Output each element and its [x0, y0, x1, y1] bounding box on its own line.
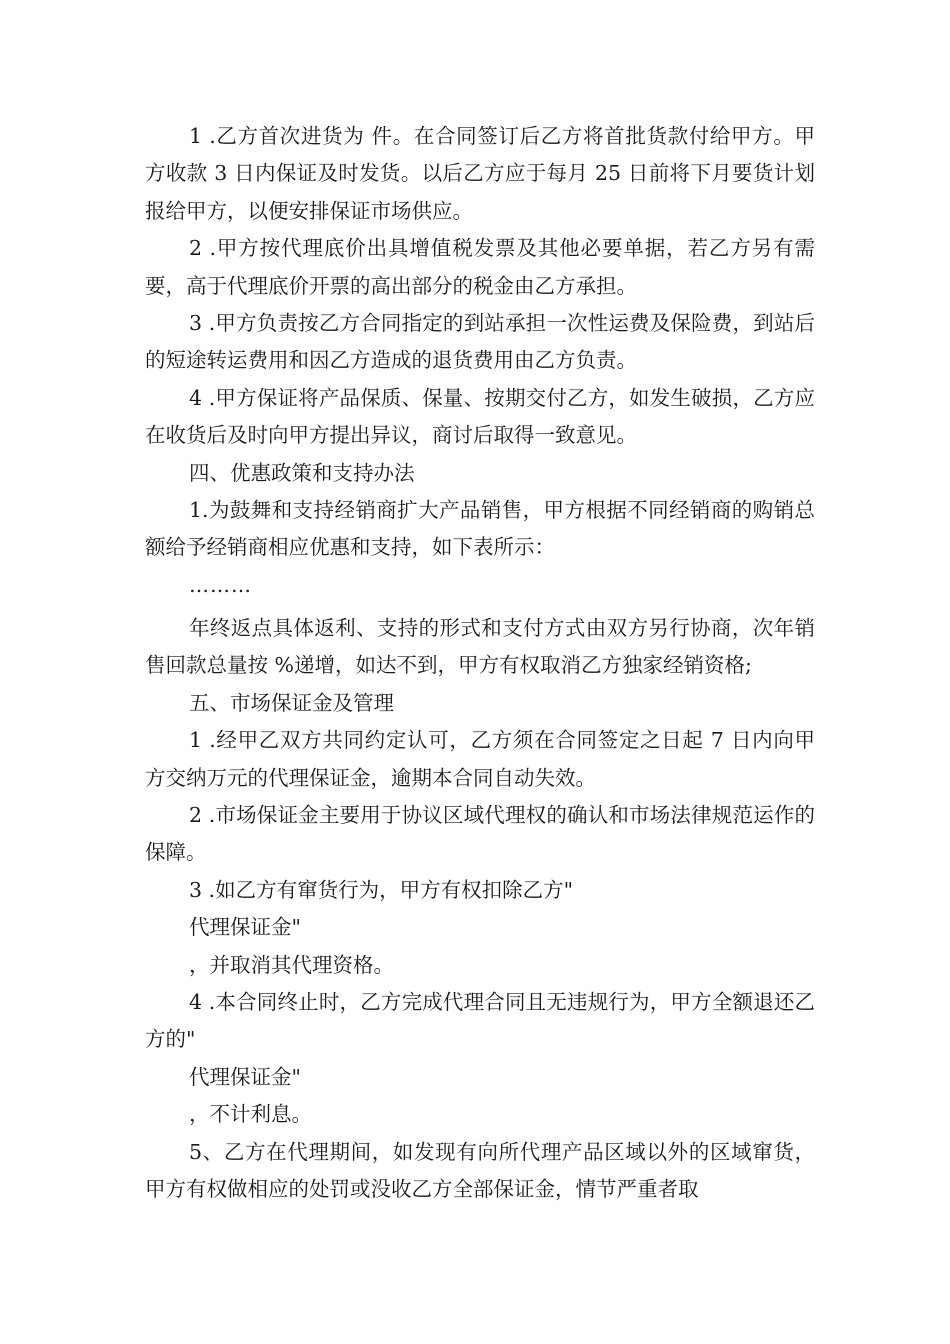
clause-1-first-order: 1 .乙方首次进货为 件。在合同签订后乙方将首批货款付给甲方。甲方收款 3 日内保证及时发货。以后乙方应于每月 25 日前将下月要货计划报给甲方，以便安排保证市场供应。 [145, 124, 815, 223]
clause-4-quality: 4 .甲方保证将产品保质、保量、按期交付乙方，如发生破损，乙方应在收货后及时向甲方提出异议，商讨后取得一致意见。 [145, 385, 815, 448]
year-end-rebate: 年终返点具体返利、支持的形式和支付方式由双方另行协商，次年销售回款总量按 %递增，如达不到，甲方有权取消乙方独家经销资格; [145, 615, 815, 678]
document-page [145, 118, 815, 1208]
section-5-clause-3: 3 .如乙方有窜货行为，甲方有权扣除乙方" [189, 877, 574, 902]
section-4-clause-1: 1.为鼓舞和支持经销商扩大产品销售，甲方根据不同经销商的购销总额给予经销商相应优惠和支持，如下表所示： [145, 498, 815, 560]
section-5-clause-2: 2 .市场保证金主要用于协议区域代理权的确认和市场法律规范运作的保障。 [145, 802, 815, 865]
section-heading-4: 四、优惠政策和支持办法 [189, 460, 415, 485]
clause-2-invoice: 2 .甲方按代理底价出具增值税发票及其他必要单据，若乙方另有需要，高于代理底价开票的高出部分的税金由乙方承担。 [145, 236, 815, 298]
section-5-clause-1: 1 .经甲乙双方共同约定认可，乙方须在合同签定之日起 7 日内向甲方交纳万元的代理保证金，逾期本合同自动失效。 [145, 728, 815, 790]
section-heading-5: 五、市场保证金及管理 [189, 690, 394, 715]
section-5-clause-3-cont-2: ，并取消其代理资格。 [189, 952, 394, 977]
ellipsis-placeholder: ……… [189, 572, 252, 597]
section-5-clause-4: 4 .本合同终止时，乙方完成代理合同且无违规行为，甲方全额退还乙方的" [145, 989, 815, 1052]
section-5-clause-4-cont-2: ，不计利息。 [189, 1102, 312, 1127]
section-5-clause-3-cont-1: 代理保证金" [189, 915, 301, 940]
section-5-clause-5: 5、乙方在代理期间，如发现有向所代理产品区域以外的区域窜货，甲方有权做相应的处罚或没收乙方全部保证金，情节严重者取 [145, 1139, 815, 1201]
section-5-clause-4-cont-1: 代理保证金" [189, 1064, 301, 1089]
clause-3-freight: 3 .甲方负责按乙方合同指定的到站承担一次性运费及保险费，到站后的短途转运费用和因乙方造成的退货费用由乙方负责。 [145, 311, 815, 373]
